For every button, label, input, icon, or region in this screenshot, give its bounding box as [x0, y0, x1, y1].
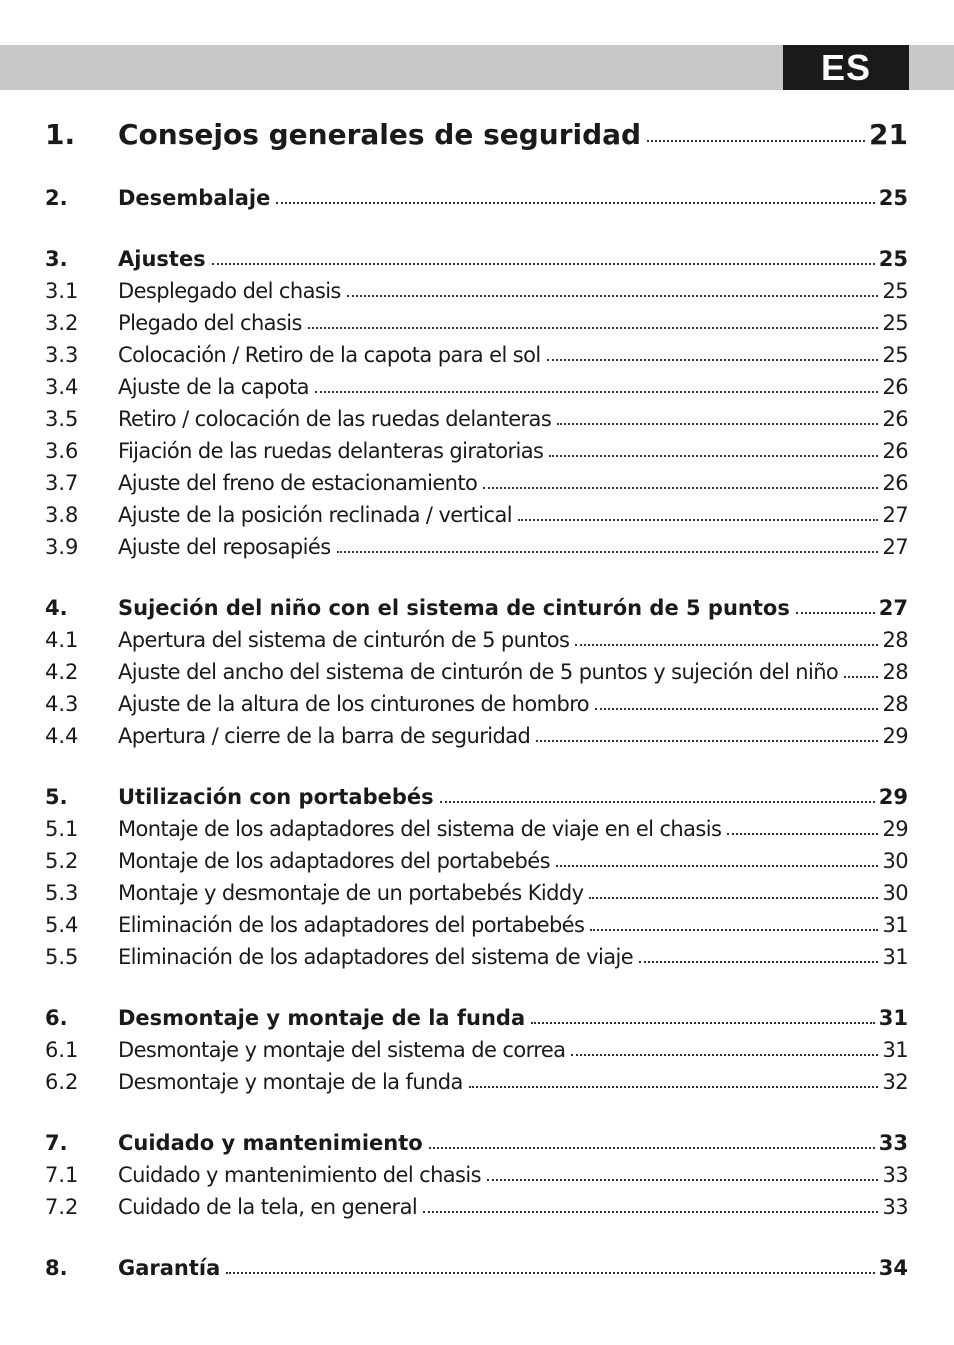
toc-entry-title: Eliminación de los adaptadores del portabebés: [118, 913, 585, 937]
toc-entry[interactable]: [45, 1163, 908, 1187]
toc-entry-title: Cuidado de la tela, en general: [118, 1195, 418, 1219]
dot-leader: [575, 643, 878, 646]
toc-entry[interactable]: [45, 724, 908, 748]
toc-entry-page: 26: [882, 439, 908, 463]
toc-entry-page: 26: [882, 375, 908, 399]
dot-leader: [536, 739, 878, 742]
toc-entry[interactable]: [45, 881, 908, 905]
toc-entry-number: 5.3: [45, 881, 79, 905]
toc-entry[interactable]: [45, 913, 908, 937]
dot-leader: [595, 707, 878, 710]
toc-entry[interactable]: [45, 471, 908, 495]
toc-entry-title: Ajuste de la altura de los cinturones de hombro: [118, 692, 590, 716]
toc-entry-title: Sujeción del niño con el sistema de cinturón de 5 puntos: [118, 596, 790, 620]
toc-entry[interactable]: [45, 1131, 908, 1155]
dot-leader: [796, 611, 875, 614]
language-badge: ES: [783, 45, 909, 90]
dot-leader: [347, 294, 879, 297]
dot-leader: [844, 675, 878, 678]
toc-entry[interactable]: [45, 1070, 908, 1094]
toc-entry[interactable]: [45, 343, 908, 367]
toc-entry-title: Apertura del sistema de cinturón de 5 puntos: [118, 628, 570, 652]
toc-entry-number: 5.5: [45, 945, 79, 969]
dot-leader: [469, 1085, 879, 1088]
toc-entry[interactable]: [45, 279, 908, 303]
toc-entry-title: Garantía: [118, 1256, 221, 1280]
dot-leader: [440, 800, 875, 803]
toc-entry-number: 7.1: [45, 1163, 79, 1187]
toc-entry[interactable]: [45, 118, 908, 151]
toc-entry-title: Desplegado del chasis: [118, 279, 341, 303]
dot-leader: [429, 1146, 875, 1149]
toc-entry-title: Colocación / Retiro de la capota para el sol: [118, 343, 541, 367]
toc-entry-title: Cuidado y mantenimiento del chasis: [118, 1163, 481, 1187]
toc-entry[interactable]: [45, 628, 908, 652]
toc-entry-title: Ajustes: [118, 247, 206, 271]
toc-entry-page: 28: [882, 692, 908, 716]
toc-entry-page: 25: [882, 279, 908, 303]
toc-entry-number: 4.1: [45, 628, 79, 652]
dot-leader: [727, 832, 878, 835]
toc-entry-number: 4.4: [45, 724, 79, 748]
toc-entry[interactable]: [45, 375, 908, 399]
toc-entry-number: 5.1: [45, 817, 79, 841]
toc-entry-title: Montaje de los adaptadores del portabebés: [118, 849, 550, 873]
toc-entry-page: 26: [882, 407, 908, 431]
toc-entry-page: 28: [882, 628, 908, 652]
toc-entry[interactable]: [45, 945, 908, 969]
toc-entry[interactable]: [45, 311, 908, 335]
toc-entry-page: 30: [882, 881, 908, 905]
toc-entry-page: 33: [882, 1195, 908, 1219]
toc-entry-number: 7.2: [45, 1195, 79, 1219]
toc-entry[interactable]: [45, 1038, 908, 1062]
toc-entry-page: 32: [882, 1070, 908, 1094]
toc-entry-title: Eliminación de los adaptadores del sistema de viaje: [118, 945, 634, 969]
toc-entry-title: Utilización con portabebés: [118, 785, 434, 809]
dot-leader: [276, 201, 874, 204]
toc-entry-page: 27: [882, 535, 908, 559]
dot-leader: [647, 139, 865, 142]
toc-entry-title: Desmontaje y montaje de la funda: [118, 1070, 463, 1094]
toc-entry-number: 3.6: [45, 439, 79, 463]
dot-leader: [337, 550, 879, 553]
toc-entry[interactable]: [45, 1256, 908, 1280]
dot-leader: [518, 518, 879, 521]
toc-entry-title: Montaje y desmontaje de un portabebés Kiddy: [118, 881, 584, 905]
dot-leader: [571, 1053, 878, 1056]
toc-entry-page: 28: [882, 660, 908, 684]
dot-leader: [483, 486, 878, 489]
toc-entry-page: 27: [878, 596, 908, 620]
toc-entry-number: 5.4: [45, 913, 79, 937]
toc-entry-title: Fijación de las ruedas delanteras giratorias: [118, 439, 544, 463]
toc-entry-title: Desmontaje y montaje de la funda: [118, 1006, 526, 1030]
toc-entry-number: 8.: [45, 1256, 68, 1280]
toc-entry-page: 25: [882, 343, 908, 367]
dot-leader: [639, 960, 878, 963]
toc-entry-number: 4.3: [45, 692, 79, 716]
toc-entry[interactable]: [45, 785, 908, 809]
toc-entry-title: Desmontaje y montaje del sistema de correa: [118, 1038, 566, 1062]
toc-entry-title: Montaje de los adaptadores del sistema de viaje en el chasis: [118, 817, 722, 841]
toc-entry-number: 3.1: [45, 279, 79, 303]
toc-entry-number: 3.: [45, 247, 68, 271]
dot-leader: [308, 326, 879, 329]
toc-entry[interactable]: [45, 247, 908, 271]
toc-entry-number: 1.: [45, 118, 76, 151]
toc-entry-title: Plegado del chasis: [118, 311, 302, 335]
toc-entry-page: 30: [882, 849, 908, 873]
dot-leader: [557, 422, 878, 425]
toc-entry-number: 7.: [45, 1131, 68, 1155]
toc-entry-number: 3.3: [45, 343, 79, 367]
dot-leader: [315, 390, 879, 393]
dot-leader: [487, 1178, 878, 1181]
toc-entry-page: 25: [878, 247, 908, 271]
toc-entry-number: 4.: [45, 596, 68, 620]
toc-entry-title: Cuidado y mantenimiento: [118, 1131, 423, 1155]
toc-entry[interactable]: [45, 186, 908, 210]
toc-entry-number: 5.2: [45, 849, 79, 873]
toc-entry-title: Consejos generales de seguridad: [118, 118, 642, 151]
toc-entry-page: 25: [878, 186, 908, 210]
toc-entry[interactable]: [45, 1006, 908, 1030]
toc-entry-number: 6.: [45, 1006, 68, 1030]
toc-entry[interactable]: [45, 535, 908, 559]
toc-entry[interactable]: [45, 407, 908, 431]
toc-entry-page: 27: [882, 503, 908, 527]
toc-entry-page: 21: [869, 118, 908, 151]
toc-entry-page: 31: [878, 1006, 908, 1030]
toc-entry[interactable]: [45, 1195, 908, 1219]
toc-entry[interactable]: [45, 596, 908, 620]
toc-entry-number: 6.1: [45, 1038, 79, 1062]
toc-entry-page: 26: [882, 471, 908, 495]
toc-entry-number: 2.: [45, 186, 68, 210]
toc-entry-title: Desembalaje: [118, 186, 271, 210]
toc-entry-page: 29: [882, 724, 908, 748]
toc-entry[interactable]: [45, 660, 908, 684]
toc-entry-page: 33: [878, 1131, 908, 1155]
dot-leader: [589, 896, 878, 899]
toc-entry[interactable]: [45, 692, 908, 716]
toc-entry-page: 31: [882, 1038, 908, 1062]
dot-leader: [590, 928, 878, 931]
toc-entry-page: 29: [878, 785, 908, 809]
toc-entry-title: Ajuste de la capota: [118, 375, 309, 399]
toc-entry-page: 29: [882, 817, 908, 841]
toc-entry-number: 6.2: [45, 1070, 79, 1094]
dot-leader: [423, 1210, 878, 1213]
toc-entry-number: 5.: [45, 785, 68, 809]
toc-entry-page: 33: [882, 1163, 908, 1187]
toc-entry-title: Ajuste del reposapiés: [118, 535, 331, 559]
toc-entry-page: 31: [882, 945, 908, 969]
toc-entry-number: 3.5: [45, 407, 79, 431]
toc-entry-title: Ajuste del ancho del sistema de cinturón de 5 puntos y sujeción del niño: [118, 660, 839, 684]
toc-entry-title: Ajuste de la posición reclinada / vertical: [118, 503, 512, 527]
dot-leader: [549, 454, 878, 457]
dot-leader: [547, 358, 879, 361]
dot-leader: [556, 864, 879, 867]
toc-entry-number: 3.4: [45, 375, 79, 399]
toc-entry-page: 25: [882, 311, 908, 335]
toc-entry-number: 3.8: [45, 503, 79, 527]
toc-entry-number: 3.9: [45, 535, 79, 559]
toc-entry-page: 34: [878, 1256, 908, 1280]
toc-entry-page: 31: [882, 913, 908, 937]
toc-entry-number: 4.2: [45, 660, 79, 684]
toc-entry-number: 3.7: [45, 471, 79, 495]
dot-leader: [226, 1271, 874, 1274]
toc-entry-title: Retiro / colocación de las ruedas delanteras: [118, 407, 552, 431]
toc-entry[interactable]: [45, 849, 908, 873]
toc-entry-number: 3.2: [45, 311, 79, 335]
dot-leader: [212, 262, 875, 265]
dot-leader: [531, 1021, 875, 1024]
toc-entry[interactable]: [45, 817, 908, 841]
toc-entry-title: Apertura / cierre de la barra de seguridad: [118, 724, 531, 748]
toc-entry-title: Ajuste del freno de estacionamiento: [118, 471, 478, 495]
toc-entry[interactable]: [45, 503, 908, 527]
toc-entry[interactable]: [45, 439, 908, 463]
